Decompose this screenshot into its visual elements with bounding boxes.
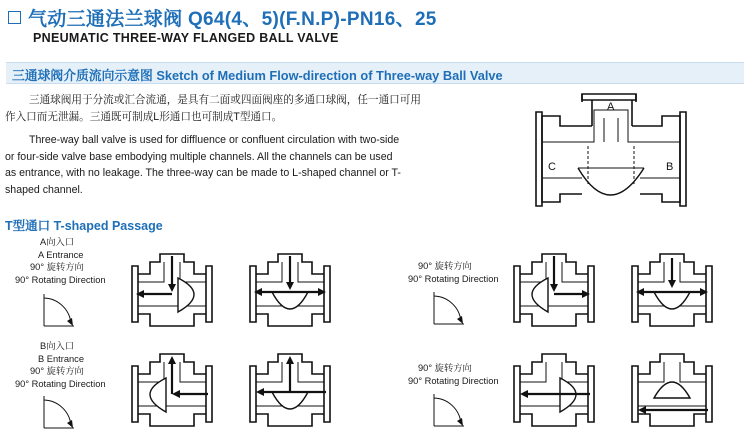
label-rotating-zh: 90° 旋转方向 bbox=[418, 261, 472, 271]
label-rotating-zh: 90° 旋转方向 bbox=[30, 366, 84, 376]
label-rotating-zh: 90° 旋转方向 bbox=[30, 262, 84, 272]
row1-right-labels bbox=[408, 260, 499, 285]
valve-diagram-r2-3 bbox=[510, 352, 598, 432]
label-entrance-zh: A向入口 bbox=[40, 237, 75, 247]
section-band-title: 三通球阀介质流向示意图 Sketch of Medium Flow-direction of Three-way Ball Valve bbox=[12, 68, 503, 83]
valve-diagram-r2-1 bbox=[128, 352, 216, 432]
t-section-title: T型通口 T-shaped Passage bbox=[5, 219, 163, 233]
port-b-label: B bbox=[666, 161, 674, 173]
rotation-arc-icon bbox=[40, 392, 76, 432]
description-zh: 三通球阀用于分流或汇合流通，是具有二面或四面阀座的多通口球阀，任一通口可用作入口而无泄漏。三通既可制成L形通口也可制成T型通口。 bbox=[5, 94, 421, 123]
rotation-arc-icon bbox=[40, 290, 76, 330]
row1-left-labels bbox=[15, 236, 106, 286]
label-rotating-en: 90° Rotating Direction bbox=[408, 273, 499, 284]
row2-right-labels bbox=[408, 362, 499, 387]
description-en: Three-way ball valve is used for diffluence or confluent circulation with two-side or four-side valve base embodying multiple channels. All the channels can be used as entrance, with no leakage. The three-way can be made to L-shaped channel or T-shaped channel. bbox=[5, 134, 401, 196]
label-entrance-zh: B向入口 bbox=[40, 341, 75, 351]
label-rotating-en: 90° Rotating Direction bbox=[15, 378, 106, 389]
page-header bbox=[8, 6, 437, 28]
label-entrance-en: B Entrance bbox=[38, 353, 84, 364]
port-a-label: A bbox=[607, 101, 615, 113]
valve-diagram-r2-4 bbox=[628, 352, 716, 432]
page-title: 气动三通法兰球阀 Q64(4、5)(F.N.P)-PN16、25 bbox=[28, 8, 437, 30]
valve-diagram-r1-2 bbox=[246, 252, 334, 332]
section-band bbox=[6, 62, 744, 84]
valve-diagram-r1-3 bbox=[510, 252, 598, 332]
valve-diagram-r1-1 bbox=[128, 252, 216, 332]
valve-diagram-r1-4 bbox=[628, 252, 716, 332]
label-rotating-en: 90° Rotating Direction bbox=[408, 375, 499, 386]
checkbox-icon bbox=[8, 11, 21, 24]
label-rotating-zh: 90° 旋转方向 bbox=[418, 363, 472, 373]
port-c-label: C bbox=[548, 161, 556, 173]
valve-diagram-r2-2 bbox=[246, 352, 334, 432]
rotation-arc-icon bbox=[430, 288, 466, 328]
label-rotating-en: 90° Rotating Direction bbox=[15, 274, 106, 285]
page-subtitle: PNEUMATIC THREE-WAY FLANGED BALL VALVE bbox=[33, 31, 339, 45]
rotation-arc-icon bbox=[430, 390, 466, 430]
label-entrance-en: A Entrance bbox=[38, 249, 84, 260]
row2-left-labels bbox=[15, 340, 106, 390]
main-valve-diagram bbox=[530, 90, 690, 218]
